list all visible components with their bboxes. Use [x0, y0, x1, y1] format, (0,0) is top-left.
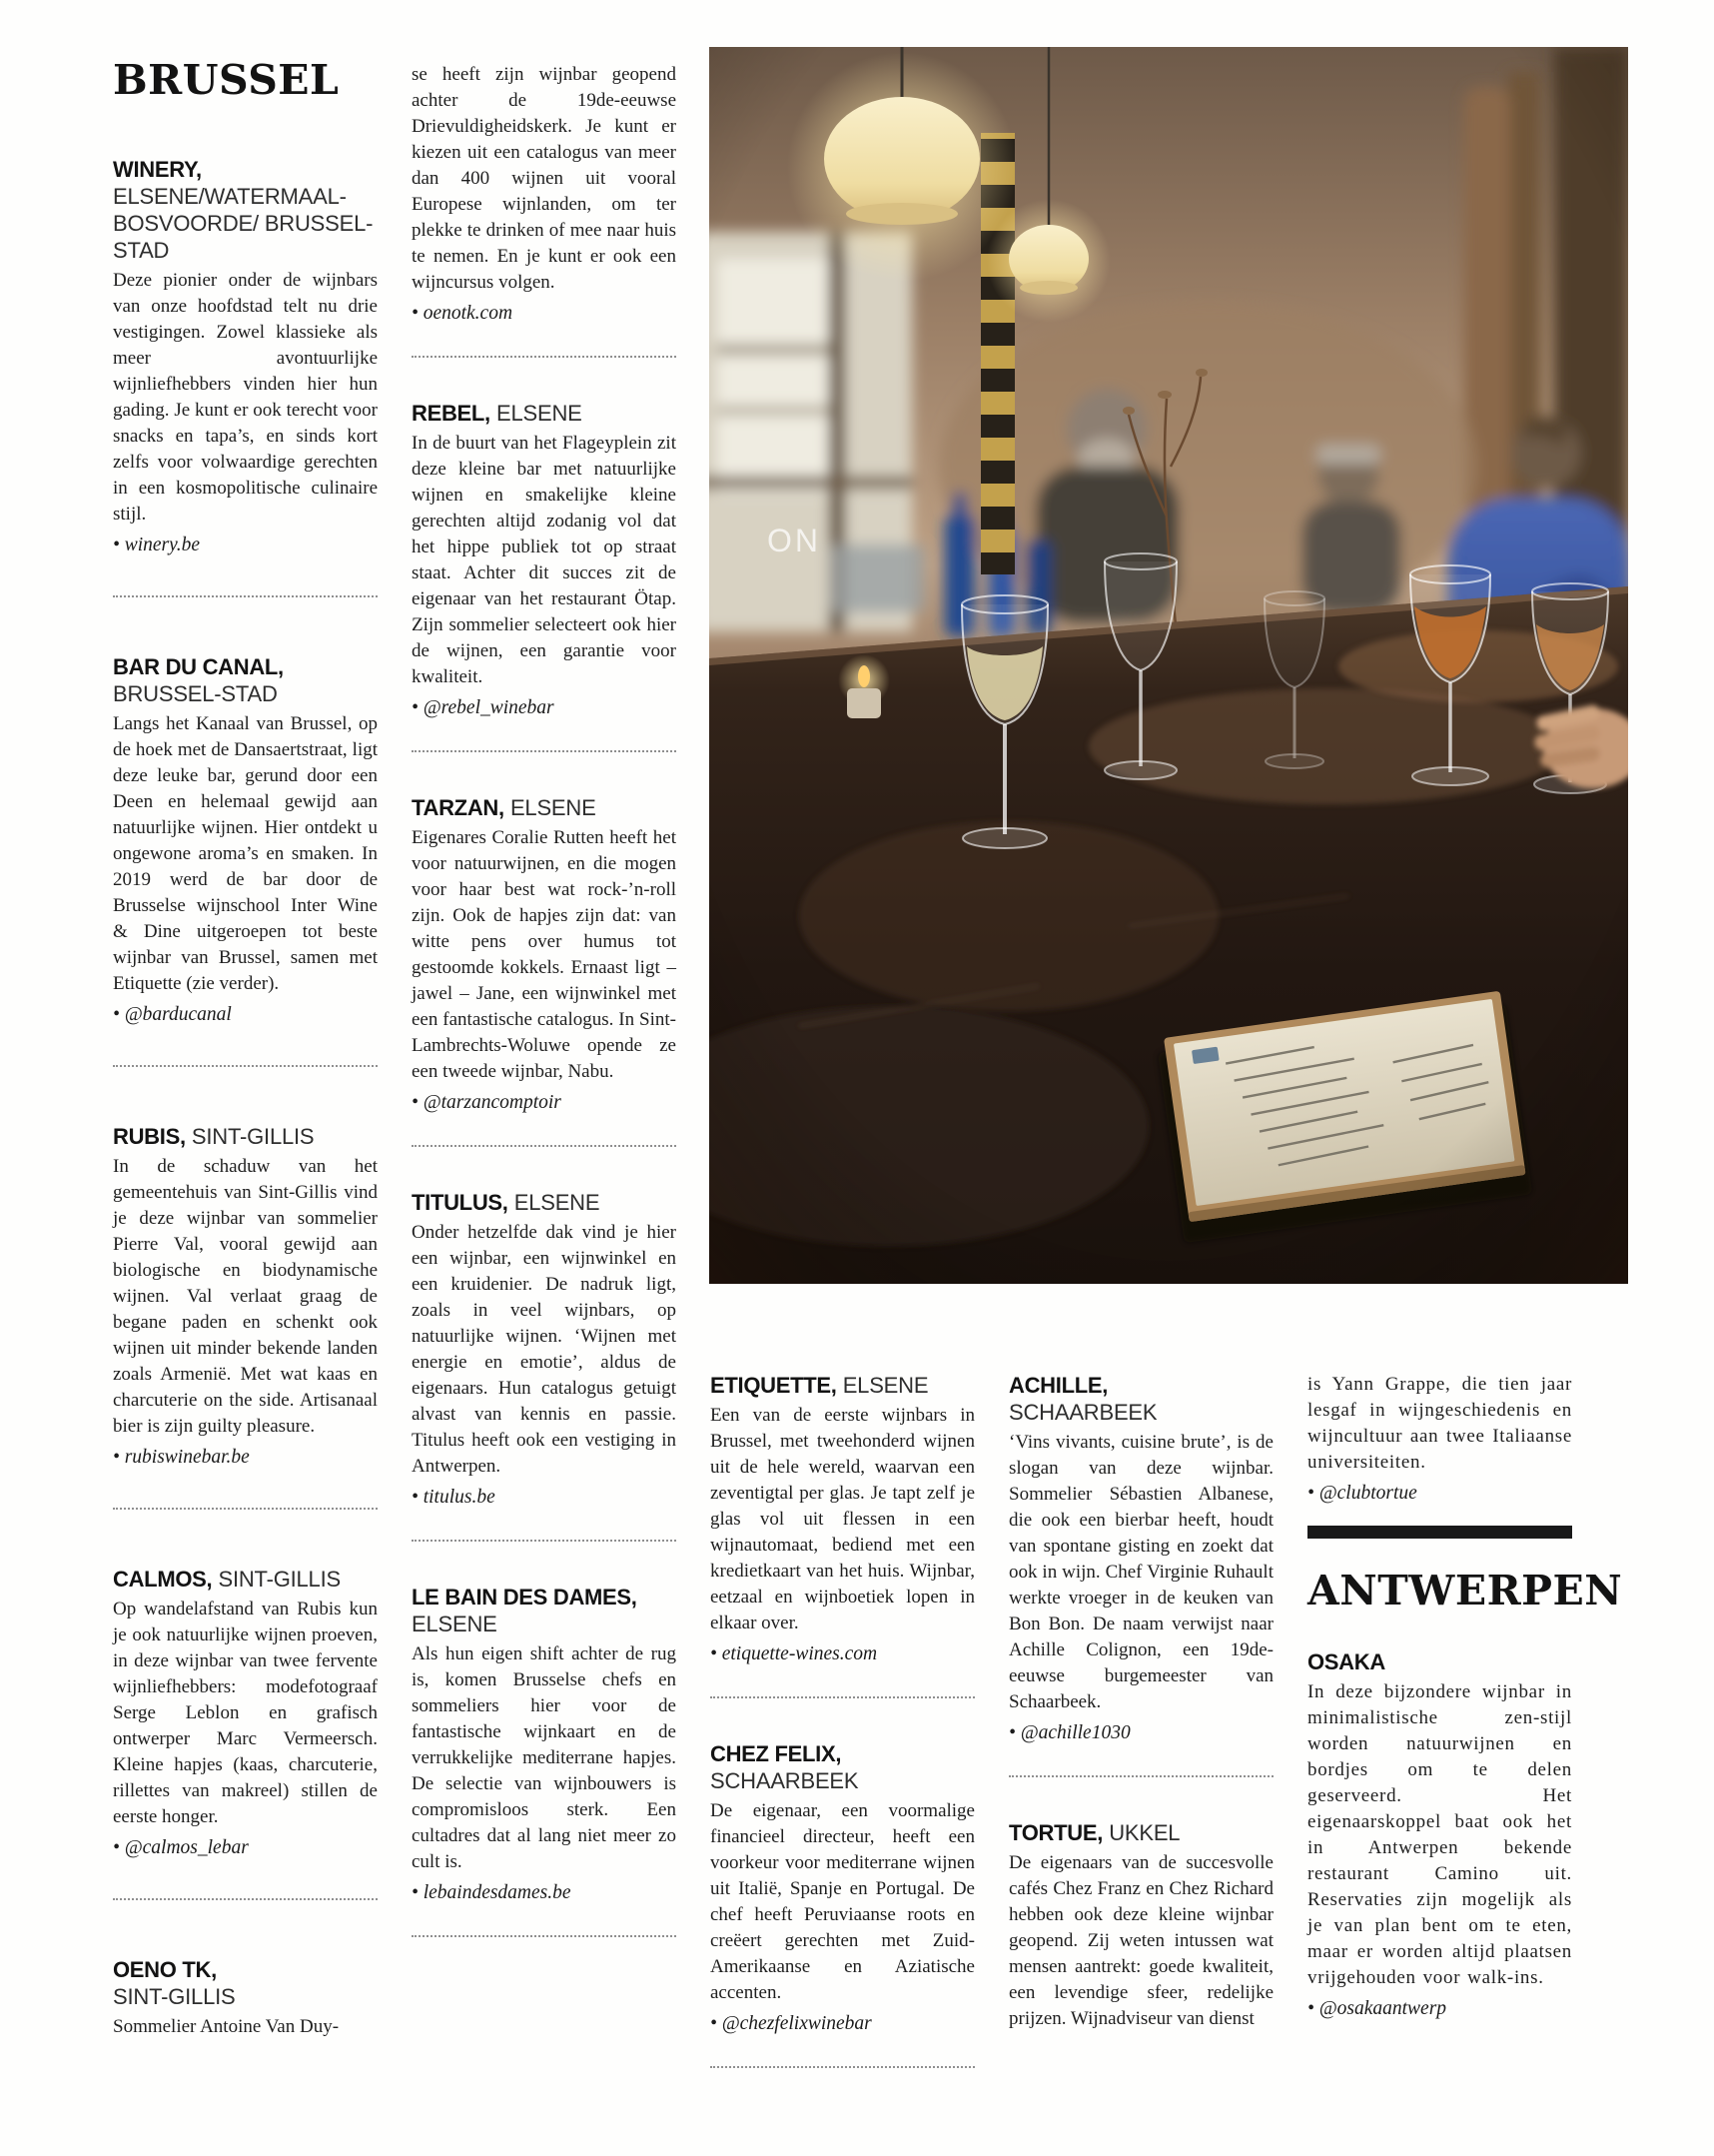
entry-name: LE BAIN DES DAMES, [412, 1585, 637, 1610]
entry-winery [113, 156, 378, 559]
entry-rubis [113, 1123, 378, 1472]
entry-contact: • @rebel_winebar [412, 697, 554, 718]
entry-location: ELSENE [509, 795, 596, 820]
entry-contact: • @tarzancomptoir [412, 1092, 561, 1113]
entry-heading [412, 1189, 676, 1216]
entry-name: BAR DU CANAL, [113, 654, 284, 679]
entry-titulus [412, 1189, 676, 1512]
entry-oenotk-continued [412, 62, 676, 328]
entry-name: OSAKA [1307, 1649, 1385, 1674]
entry-heading [1009, 1372, 1274, 1426]
entry-body: is Yann Grappe, die tien jaar lesgaf in wijngeschiedenis en wijncultuur aan twee Italiaanse universiteiten. [1307, 1374, 1572, 1473]
entry-heading [412, 1584, 676, 1637]
section-title-antwerpen: ANTWERPEN [1307, 1567, 1623, 1615]
dotted-divider [412, 1145, 676, 1147]
entry-contact: • winery.be [113, 535, 200, 555]
entry-name: TARZAN, [412, 795, 504, 820]
section-title-brussel: BRUSSEL [113, 56, 340, 104]
entry-name: TITULUS, [412, 1190, 508, 1215]
entry-contact: • @clubtortue [1307, 1483, 1417, 1504]
entry-body: Sommelier Antoine Van Duy- [113, 2016, 340, 2037]
entry-contact: • @calmos_lebar [113, 1837, 249, 1858]
wine-bar-photo-svg [709, 47, 1628, 1284]
entry-heading [710, 1372, 975, 1399]
entry-barducanal [113, 653, 378, 1029]
entry-name: CALMOS, [113, 1567, 213, 1592]
entry-lebaindesdames [412, 1584, 676, 1907]
entry-body: Deze pionier onder de wijnbars van onze hoofdstad telt nu drie vestigingen. Zowel klassieke als meer avontuurlijke wijnliefhebbers vinden hier hun gading. Je kunt er ook terecht voor snacks en tapa’s, en sinds kort zelfs voor volwaardige gerechten in een kosmopolitische culinaire stijl. [113, 270, 378, 525]
entry-name: TORTUE, [1009, 1820, 1104, 1845]
entry-name: WINERY, [113, 157, 202, 182]
entry-body: Eigenares Coralie Rutten heeft het voor natuurwijnen, en die mogen voor haar best wat rock-’n-roll zijn. Ook de hapjes zijn dat: van witte pens over humus tot gestoomde kokkels. Ernaast ligt – jawel – Jane, een wijnwinkel met een fantastische catalogus. In Sint-Lambrechts-Woluwe opende ze een tweede wijnbar, Nabu. [412, 827, 676, 1082]
entry-heading [710, 1740, 975, 1794]
entry-location: ELSENE [842, 1373, 929, 1398]
entry-heading [1009, 1819, 1274, 1846]
entry-body: In de buurt van het Flageyplein zit deze kleine bar met natuurlijke wijnen en smakelijke kleine gerechten altijd zodanig vol dat het hippe publiek tot op straat staat. Achter dit succes zit de eigenaar van het restaurant Ötap. Zijn sommelier selecteert ook hier de wijnen, een garantie voor kwaliteit. [412, 433, 676, 687]
photo-vignette [709, 47, 1628, 1284]
entry-heading [412, 794, 676, 821]
entry-heading [113, 1123, 378, 1150]
entry-body: ‘Vins vivants, cuisine brute’, is de slogan van deze wijnbar. Sommelier Sébastien Albanese, die ook een bierbar heeft, houdt van spontane gisting en zoekt dat ook in wijn. Chef Virginie Ruhault werkte vroeger in de keuken van Bon Bon. De naam verwijst naar Achille Colignon, een 19de-eeuwse burgemeester van Schaarbeek. [1009, 1432, 1274, 1712]
column-2 [412, 62, 676, 1937]
dotted-divider [113, 1065, 378, 1067]
entry-location: SINT-GILLIS [218, 1567, 341, 1592]
entry-rebel [412, 400, 676, 722]
entry-etiquette [710, 1372, 975, 1668]
entry-body: Op wandelafstand van Rubis kun je ook natuurlijke wijnen proeven, in deze wijnbar van twee fervente wijnliefhebbers: modefotograaf Serge Leblon en grafisch ontwerper Marc Vermeersch. Kleine hapjes (kaas, charcuterie, rillettes van makreel) stillen de eerste honger. [113, 1599, 378, 1827]
entry-body: Onder hetzelfde dak vind je hier een wijnbar, een wijnwinkel en een kruidenier. De nadruk ligt, zoals in veel wijnbars, op natuurlijke wijnen. ‘Wijnen met energie en emotie’, aldus de eigenaars. Hun catalogus getuigt alvast van kennis en passie. Titulus heeft ook een vestiging in Antwerpen. [412, 1222, 676, 1477]
entry-location: BRUSSEL-STAD [113, 681, 278, 706]
entry-contact: • rubiswinebar.be [113, 1447, 250, 1468]
entry-location: SINT-GILLIS [191, 1124, 315, 1149]
dotted-divider [113, 1898, 378, 1900]
entry-contact: • @achille1030 [1009, 1722, 1131, 1743]
entry-body: De eigenaars van de succesvolle cafés Chez Franz en Chez Richard hebben ook deze kleine wijnbar geopend. Zij weten intussen wat mensen aantrekt: goede kwaliteit, een levendige sfeer, redelijke prijzen. Wijnadviseur van dienst [1009, 1852, 1274, 2029]
entry-contact: • oenotk.com [412, 303, 513, 324]
entry-location: UKKEL [1109, 1820, 1181, 1845]
dotted-divider [412, 356, 676, 358]
entry-body: De eigenaar, een voormalige financieel directeur, heeft een voorkeur voor mediterrane wijnen uit Italië, Spanje en Portugal. De chef heeft Peruviaanse roots en creëert gerechten met Zuid-Amerikaanse en Aziatische accenten. [710, 1800, 975, 2003]
entry-tortue-start [1009, 1819, 1274, 2032]
entry-location: SCHAARBEEK [710, 1768, 859, 1793]
entry-contact: • @barducanal [113, 1004, 232, 1025]
entry-name: ETIQUETTE, [710, 1373, 837, 1398]
entry-location: ELSENE [513, 1190, 600, 1215]
dotted-divider [412, 750, 676, 752]
entry-body: se heeft zijn wijnbar geopend achter de 19de-eeuwse Drievuldigheidskerk. Je kunt er kiezen uit een catalogus van meer dan 400 wijnen uit vooral Europese wijnlanden, om ter plekke te drinken of mee naar huis te nemen. En je kunt er ook een wijncursus volgen. [412, 64, 676, 293]
entry-osaka [1307, 1648, 1572, 2023]
entry-contact: • @chezfelixwinebar [710, 2013, 872, 2034]
entry-body: Als hun eigen shift achter de rug is, komen Brusselse chefs en sommeliers hier voor de fantastische wijnkaart en de verrukkelijke mediterrane hapjes. De selectie van wijnbouwers is compromisloos sterk. Een cultadres dat al lang niet meer zo cult is. [412, 1643, 676, 1872]
entry-heading [113, 653, 378, 707]
entry-name: REBEL, [412, 401, 490, 426]
entry-contact: • titulus.be [412, 1487, 495, 1508]
entry-body: Een van de eerste wijnbars in Brussel, met tweehonderd wijnen uit de hele wereld, waarvan een zeventigtal per glas. Je tapt zelf je glas vol uit flessen in een wijnautomaat, bediend met een kredietkaart van het huis. Wijnbar, eetzaal en wijnboetiek lopen in elkaar over. [710, 1405, 975, 1633]
section-divider-bar [1307, 1526, 1572, 1539]
entry-oenotk-start [113, 1956, 378, 2040]
wine-bar-photo [709, 47, 1628, 1284]
entry-heading [412, 400, 676, 427]
entry-name: OENO TK, [113, 1957, 217, 1982]
dotted-divider [113, 595, 378, 597]
column-1 [113, 58, 378, 2040]
column-5 [1307, 1372, 1623, 2023]
entry-calmos [113, 1566, 378, 1862]
entry-name: CHEZ FELIX, [710, 1741, 842, 1766]
entry-location: ELSENE/WATERMAAL-BOSVOORDE/ BRUSSEL-STAD [113, 184, 374, 263]
entry-location: SINT-GILLIS [113, 1984, 236, 2009]
entry-location: ELSENE [496, 401, 582, 426]
entry-contact: • etiquette-wines.com [710, 1643, 878, 1664]
dotted-divider [1009, 1775, 1274, 1777]
entry-contact: • @osakaantwerp [1307, 1998, 1447, 2019]
dotted-divider [710, 1696, 975, 1698]
entry-achille [1009, 1372, 1274, 1747]
entry-heading [1307, 1648, 1572, 1675]
entry-body: Langs het Kanaal van Brussel, op de hoek met de Dansaertstraat, ligt deze leuke bar, gerund door een Deen en helemaal gewijd aan natuurlijke wijnen. Hier ontdekt u ongewone aroma’s en smaken. In 2019 werd de bar door de Brusselse wijnschool Inter Wine & Dine uitgeroepen tot beste wijnbar van Brussel, samen met Etiquette (zie verder). [113, 713, 378, 994]
entry-heading [113, 1956, 378, 2010]
dotted-divider [412, 1540, 676, 1542]
entry-location: ELSENE [412, 1612, 497, 1636]
entry-name: RUBIS, [113, 1124, 186, 1149]
column-3 [710, 1372, 975, 2068]
dotted-divider [710, 2066, 975, 2068]
column-4 [1009, 1372, 1274, 2032]
entry-body: In deze bijzondere wijnbar in minimalistische zen-stijl worden natuurwijnen en bordjes om te delen geserveerd. Het eigenaarskoppel baat ook het in Antwerpen bekende restaurant Camino uit. Reservaties zijn mogelijk als je van plan bent om te eten, maar er worden altijd plaatsen vrijgehouden voor walk-ins. [1307, 1681, 1572, 1988]
entry-body: In de schaduw van het gemeentehuis van Sint-Gillis vind je deze wijnbar van sommelier Pierre Val, vooral gewijd aan biologische en biodynamische wijnen. Val verlaat graag de begane paden en schenkt ook wijnen uit minder bekende landen zoals Armenië. Met wat kaas en charcuterie on the side. Artisanaal bier is zijn guilty pleasure. [113, 1156, 378, 1437]
entry-tarzan [412, 794, 676, 1117]
entry-tortue-continued [1307, 1372, 1572, 1508]
dotted-divider [412, 1935, 676, 1937]
entry-contact: • lebaindesdames.be [412, 1882, 571, 1903]
entry-name: ACHILLE, [1009, 1373, 1109, 1398]
entry-heading [113, 156, 378, 264]
entry-heading [113, 1566, 378, 1593]
entry-chezfelix [710, 1740, 975, 2038]
entry-location: SCHAARBEEK [1009, 1400, 1158, 1425]
dotted-divider [113, 1508, 378, 1510]
